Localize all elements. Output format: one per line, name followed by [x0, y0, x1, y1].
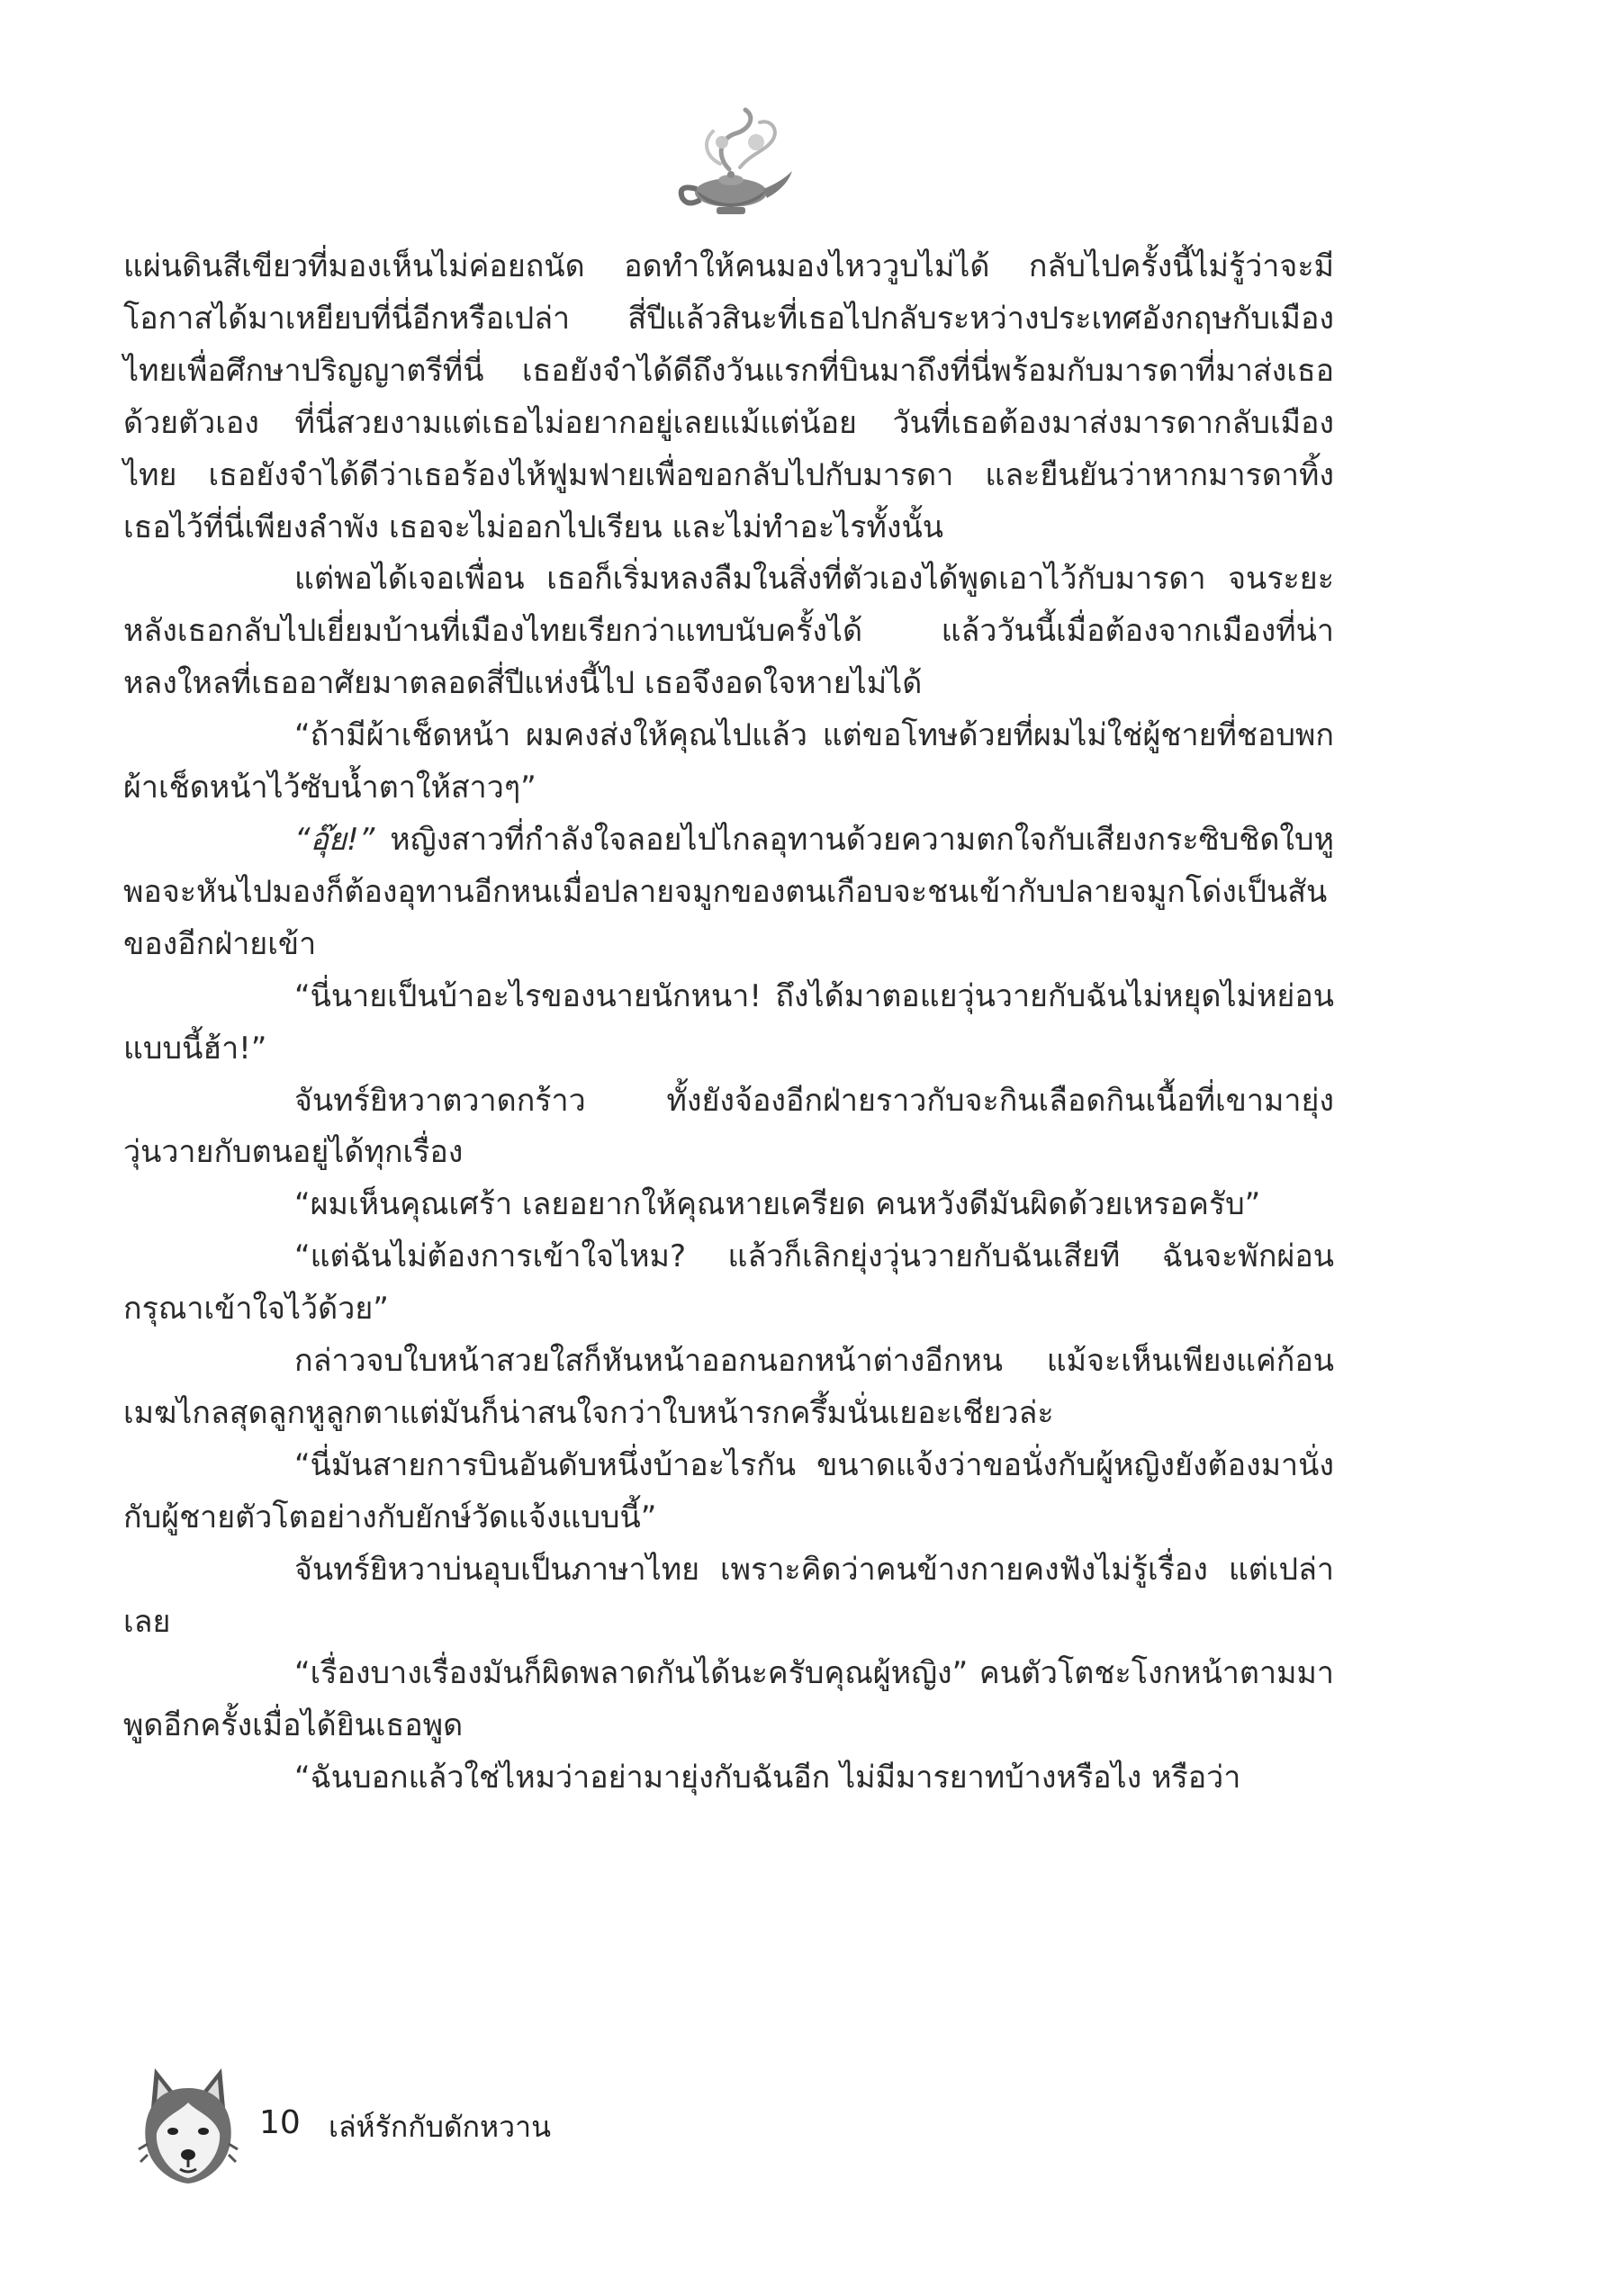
exclamation: “อุ๊ย!”: [294, 821, 375, 858]
paragraph: “นี่นายเป็นบ้าอะไรของนายนักหนา! ถึงได้มาตอแยวุ่นวายกับฉันไม่หยุดไม่หย่อนแบบนี้ฮ้า!”: [123, 977, 1334, 1067]
paragraph: “อุ๊ย!” หญิงสาวที่กำลังใจลอยไปไกลอุทานด้วยความตกใจกับเสียงกระซิบชิดใบหู พอจะหันไปมองก็ต้องอุทานอีกหนเมื่อปลายจมูกของตนเกือบจะชนเข้ากับปลายจมูกโด่งเป็นสันของอีกฝ่ายเข้า: [123, 821, 1334, 962]
husky-dog-icon: [135, 2061, 241, 2187]
paragraph: “ถ้ามีผ้าเช็ดหน้า ผมคงส่งให้คุณไปแล้ว แต่ขอโทษด้วยที่ผมไม่ใช่ผู้ชายที่ชอบพกผ้าเช็ดหน้าไว้ซับน้ำตาให้สาวๆ”: [123, 717, 1334, 806]
magic-lamp-icon: [666, 106, 801, 223]
paragraph: “ผมเห็นคุณเศร้า เลยอยากให้คุณหายเครียด คนหวังดีมันผิดด้วยเหรอครับ”: [294, 1186, 1261, 1223]
paragraph: “ฉันบอกแล้วใช่ไหมว่าอย่ามายุ่งกับฉันอีก ไม่มีมารยาทบ้างหรือไง หรือว่า: [294, 1760, 1241, 1796]
page-number: 10: [259, 2104, 301, 2141]
page-footer: [135, 2061, 765, 2196]
paragraph: จันทร์ยิหวาตวาดกร้าว ทั้งยังจ้องอีกฝ่ายราวกับจะกินเลือดกินเนื้อที่เขามายุ่งวุ่นวายกับตนอยู่ได้ทุกเรื่อง: [123, 1082, 1334, 1171]
chapter-body: [123, 241, 1334, 1805]
paragraph: แผ่นดินสีเขียวที่มองเห็นไม่ค่อยถนัด อดทำให้คนมองไหววูบไม่ได้ กลับไปครั้งนี้ไม่รู้ว่าจะมีโอกาสได้มาเหยียบที่นี่อีกหรือเปล่า สี่ปีแล้วสินะที่เธอไปกลับระหว่างประเทศอังกฤษกับเมืองไทยเพื่อศึกษาปริญญาตรีที่นี่ เธอยังจำได้ดีถึงวันแรกที่บินมาถึงที่นี่พร้อมกับมารดาที่มาส่งเธอด้วยตัวเอง ที่นี่สวยงามแต่เธอไม่อยากอยู่เลยแม้แต่น้อย วันที่เธอต้องมาส่งมารดากลับเมืองไทย เธอยังจำได้ดีว่าเธอร้องไห้ฟูมฟายเพื่อขอกลับไปกับมารดา และยืนยันว่าหากมารดาทิ้งเธอไว้ที่นี่เพียงลำพัง เธอจะไม่ออกไปเรียน และไม่ทำอะไรทั้งนั้น: [123, 248, 1334, 545]
paragraph: กล่าวจบใบหน้าสวยใสก็หันหน้าออกนอกหน้าต่างอีกหน แม้จะเห็นเพียงแค่ก้อนเมฆไกลสุดลูกหูลูกตาแต่มันก็น่าสนใจกว่าใบหน้ารกครึ้มนั่นเยอะเชียวล่ะ: [123, 1343, 1334, 1431]
paragraph: “แต่ฉันไม่ต้องการเข้าใจไหม? แล้วก็เลิกยุ่งวุ่นวายกับฉันเสียที ฉันจะพักผ่อน กรุณาเข้าใจไว้ด้วย”: [123, 1238, 1334, 1328]
paragraph: แต่พอได้เจอเพื่อน เธอก็เริ่มหลงลืมในสิ่งที่ตัวเองได้พูดเอาไว้กับมารดา จนระยะหลังเธอกลับไปเยี่ยมบ้านที่เมืองไทยเรียกว่าแทบนับครั้งได้ แล้ววันนี้เมื่อต้องจากเมืองที่น่าหลงใหลที่เธออาศัยมาตลอดสี่ปีแห่งนี้ไป เธอจึงอดใจหายไม่ได้: [123, 561, 1334, 702]
paragraph: จันทร์ยิหวาบ่นอุบเป็นภาษาไทย เพราะคิดว่าคนข้างกายคงฟังไม่รู้เรื่อง แต่เปล่าเลย: [123, 1551, 1334, 1640]
book-title: เล่ห์รักกับดักหวาน: [329, 2110, 551, 2144]
paragraph: “นี่มันสายการบินอันดับหนึ่งบ้าอะไรกัน ขนาดแจ้งว่าขอนั่งกับผู้หญิงยังต้องมานั่งกับผู้ชายตัวโตอย่างกับยักษ์วัดแจ้งแบบนี้”: [123, 1446, 1334, 1535]
paragraph: “เรื่องบางเรื่องมันก็ผิดพลาดกันได้นะครับคุณผู้หญิง” คนตัวโตชะโงกหน้าตามมาพูดอีกครั้งเมื่อได้ยินเธอพูด: [123, 1655, 1334, 1744]
